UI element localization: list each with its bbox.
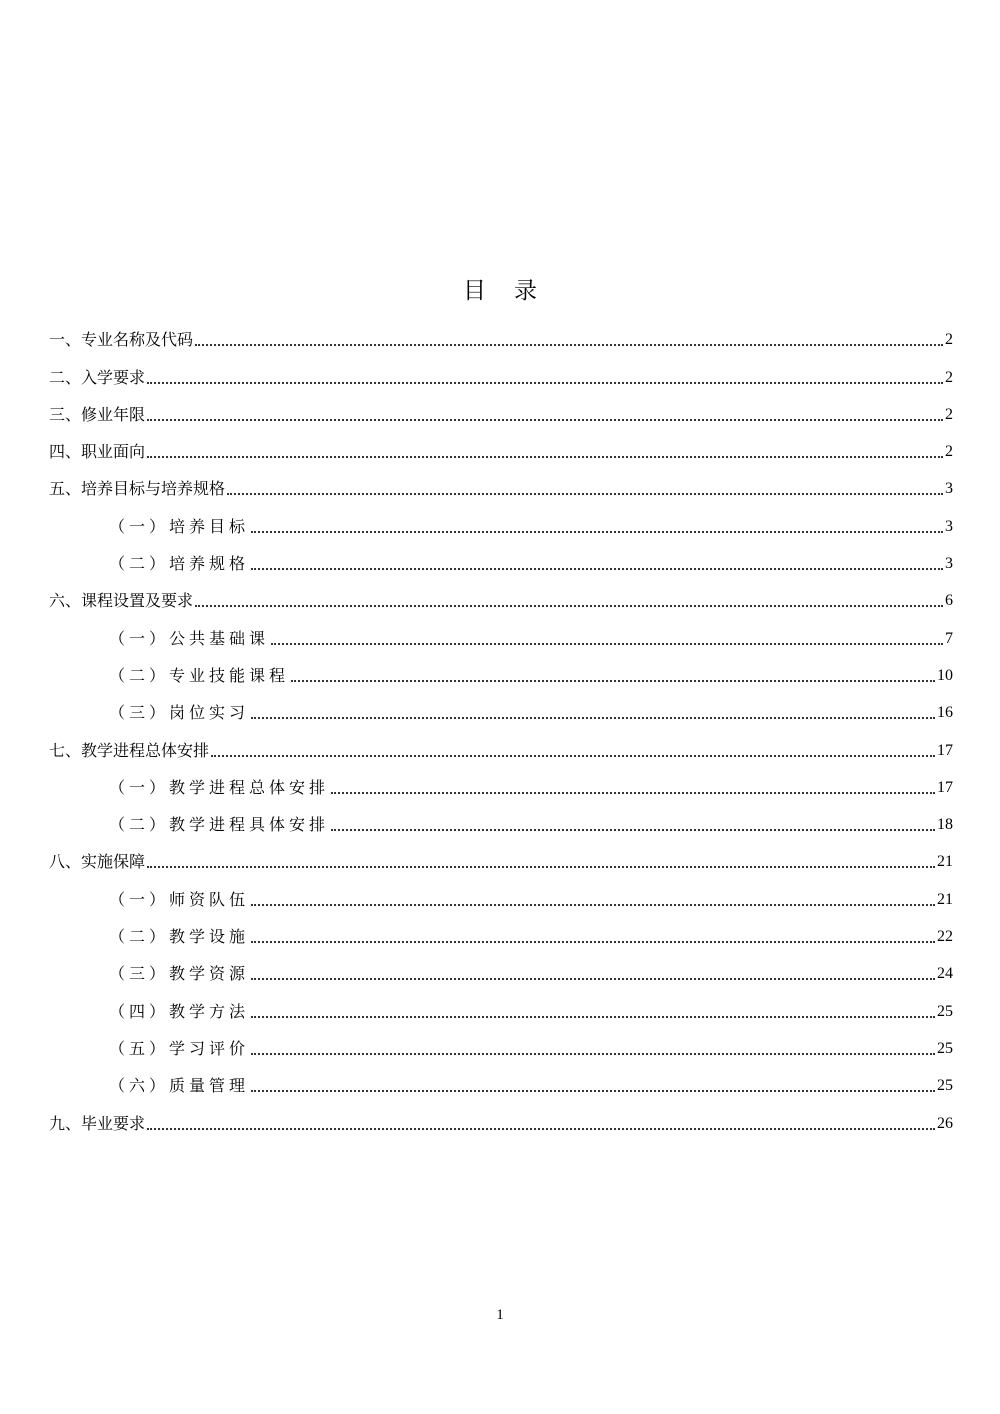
toc-entry-label: （一）公共基础课 — [109, 628, 270, 648]
toc-entry[interactable] — [49, 538, 953, 575]
toc-entry[interactable] — [49, 1023, 953, 1060]
toc-entry-label: （五）学习评价 — [109, 1038, 250, 1058]
toc-entry-page: 2 — [945, 331, 953, 349]
toc-entry-label: （一）师资队伍 — [109, 889, 250, 909]
toc-leader-dots — [195, 605, 943, 607]
toc-entry-label: 一、专业名称及代码 — [49, 330, 194, 350]
toc-leader-dots — [251, 978, 935, 980]
toc-leader-dots — [147, 419, 943, 421]
toc-entry-page: 25 — [937, 1077, 953, 1095]
toc-entry[interactable] — [49, 836, 953, 873]
toc-entry-label: （二）教学设施 — [109, 927, 250, 947]
toc-entry[interactable] — [49, 612, 953, 649]
toc-entry[interactable] — [49, 1097, 953, 1134]
toc-entry[interactable] — [49, 762, 953, 799]
toc-entry[interactable] — [49, 463, 953, 500]
toc-leader-dots — [251, 1016, 935, 1018]
toc-entry-label: 五、培养目标与培养规格 — [49, 479, 226, 499]
toc-entry-label: 九、毕业要求 — [49, 1113, 146, 1133]
toc-entry-page: 21 — [937, 890, 953, 908]
toc-entry-page: 2 — [945, 443, 953, 461]
toc-entry-label: （四）教学方法 — [109, 1001, 250, 1021]
page-number: 1 — [496, 1307, 504, 1323]
toc-leader-dots — [251, 531, 943, 533]
toc-entry-label: （二）教学进程具体安排 — [109, 815, 330, 835]
toc-entry-page: 18 — [937, 816, 953, 834]
toc-leader-dots — [251, 1090, 935, 1092]
toc-leader-dots — [227, 493, 943, 495]
toc-entry-page: 16 — [937, 704, 953, 722]
toc-entry-page: 3 — [945, 555, 953, 573]
toc-entry-page: 2 — [945, 405, 953, 423]
toc-title-part2: 录 — [514, 278, 537, 304]
toc-entry-label: （二）培养规格 — [109, 554, 250, 574]
toc-entry[interactable] — [49, 724, 953, 761]
toc-entry-page: 17 — [937, 741, 953, 759]
toc-leader-dots — [251, 568, 943, 570]
toc-entry[interactable] — [49, 426, 953, 463]
toc-entry-page: 10 — [937, 666, 953, 684]
toc-leader-dots — [195, 344, 943, 346]
toc-leader-dots — [331, 829, 935, 831]
toc-entry-label: 七、教学进程总体安排 — [49, 740, 210, 760]
toc-entry-label: （三）教学资源 — [109, 964, 250, 984]
toc-entry[interactable] — [49, 389, 953, 426]
toc-entry-page: 22 — [937, 928, 953, 946]
toc-entry[interactable] — [49, 687, 953, 724]
toc-entry-label: 八、实施保障 — [49, 852, 146, 872]
toc-entry-page: 3 — [945, 480, 953, 498]
toc-entry[interactable] — [49, 314, 953, 351]
toc-entry-page: 17 — [937, 778, 953, 796]
toc-leader-dots — [251, 1053, 935, 1055]
toc-leader-dots — [147, 866, 935, 868]
toc-entry-page: 2 — [945, 368, 953, 386]
toc-entry-label: （二）专业技能课程 — [109, 665, 290, 685]
toc-entry-page: 26 — [937, 1114, 953, 1132]
toc-entry-page: 21 — [937, 853, 953, 871]
toc-entry[interactable] — [49, 351, 953, 388]
toc-entry[interactable] — [49, 948, 953, 985]
toc-leader-dots — [251, 717, 935, 719]
toc-entry-page: 6 — [945, 592, 953, 610]
toc-entry[interactable] — [49, 985, 953, 1022]
toc-entry[interactable] — [49, 575, 953, 612]
toc-entry[interactable] — [49, 1060, 953, 1097]
toc-entry-label: （一）培养目标 — [109, 516, 250, 536]
toc-entry-page: 7 — [945, 629, 953, 647]
toc-entry-label: （三）岗位实习 — [109, 703, 250, 723]
toc-leader-dots — [271, 643, 943, 645]
toc-entry[interactable] — [49, 650, 953, 687]
toc-leader-dots — [211, 755, 935, 757]
toc-entry-label: 四、职业面向 — [49, 442, 146, 462]
toc-leader-dots — [291, 680, 935, 682]
toc-entry[interactable] — [49, 873, 953, 910]
toc-leader-dots — [331, 792, 935, 794]
toc-entry[interactable] — [49, 799, 953, 836]
toc-list — [49, 314, 953, 1135]
toc-entry-page: 25 — [937, 1039, 953, 1057]
toc-leader-dots — [147, 1128, 935, 1130]
toc-leader-dots — [147, 456, 943, 458]
toc-entry-label: 三、修业年限 — [49, 404, 146, 424]
toc-entry-label: （六）质量管理 — [109, 1076, 250, 1096]
toc-entry-page: 24 — [937, 965, 953, 983]
toc-leader-dots — [251, 941, 935, 943]
toc-leader-dots — [147, 382, 943, 384]
toc-entry[interactable] — [49, 500, 953, 537]
toc-entry-page: 3 — [945, 517, 953, 535]
toc-title — [0, 272, 1000, 305]
toc-leader-dots — [251, 904, 935, 906]
toc-entry-page: 25 — [937, 1002, 953, 1020]
toc-entry-label: 六、课程设置及要求 — [49, 591, 194, 611]
toc-entry[interactable] — [49, 911, 953, 948]
toc-title-part1: 目 — [463, 278, 486, 304]
toc-entry-label: 二、入学要求 — [49, 367, 146, 387]
toc-entry-label: （一）教学进程总体安排 — [109, 777, 330, 797]
